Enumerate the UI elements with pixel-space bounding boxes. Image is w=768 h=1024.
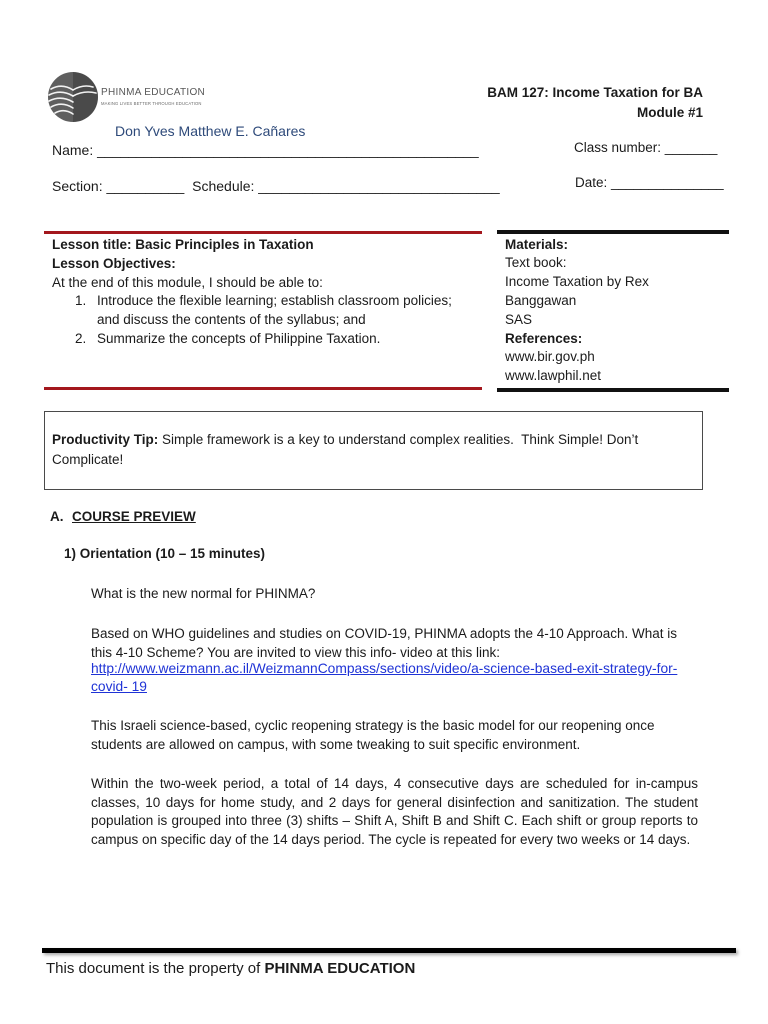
objective-number: 1. <box>75 293 87 309</box>
module-number: Module #1 <box>636 105 703 120</box>
objectives-heading: Lesson Objectives: <box>52 255 176 271</box>
orientation-heading: 1) Orientation (10 – 15 minutes) <box>64 546 266 561</box>
materials-heading: Materials: <box>505 236 569 252</box>
objective-item <box>52 292 482 330</box>
video-link[interactable]: http://www.weizmann.ac.il/WeizmannCompass/sections/video/a-science-based-exit-strategy-for-covid- 19 <box>91 661 678 694</box>
student-name: Don Yves Matthew E. Cañares <box>115 123 306 139</box>
reference-item: www.bir.gov.ph <box>505 349 595 365</box>
objective-text: Introduce the flexible learning; establish classroom policies; and discuss the contents of the syllabus; and <box>97 293 452 328</box>
orientation-question: What is the new normal for PHINMA? <box>91 586 316 601</box>
logo-shade <box>73 72 98 122</box>
section-letter: A. <box>50 509 64 524</box>
footer-rule <box>42 948 736 953</box>
reference-item: www.lawphil.net <box>505 368 602 384</box>
footer-prefix: This document is the property of <box>46 960 261 977</box>
objective-text: Summarize the concepts of Philippine Taxation. <box>97 330 381 346</box>
references-heading: References: <box>505 330 583 346</box>
productivity-tip-text: Simple framework is a key to understand complex realities. Think Simple! Don’t Complicate! <box>52 432 642 467</box>
objective-item <box>52 330 482 349</box>
lesson-info-box <box>44 231 482 390</box>
phinma-logo-icon <box>47 71 99 123</box>
lesson-title: Lesson title: Basic Principles in Taxation <box>52 237 314 252</box>
footer-owner: PHINMA EDUCATION <box>264 960 416 977</box>
section-schedule-field-line: Section: __________ Schedule: _______________________________ <box>52 178 500 194</box>
materials-box <box>497 230 729 392</box>
class-number-field-line: Class number: _______ <box>574 140 718 155</box>
logo-tagline: MAKING LIVES BETTER THROUGH EDUCATION <box>101 101 202 106</box>
section-title: COURSE PREVIEW <box>72 509 196 524</box>
name-field-line: Name: _________________________________________________ <box>52 142 479 158</box>
course-title: BAM 127: Income Taxation for BA <box>487 85 703 100</box>
productivity-tip-label: Productivity Tip: <box>52 432 159 447</box>
material-item: SAS <box>505 311 533 327</box>
video-link-container <box>91 660 698 696</box>
productivity-tip-box <box>44 411 703 490</box>
material-item: Text book: <box>505 255 567 271</box>
strategy-paragraph: This Israeli science-based, cyclic reopening strategy is the basic model for our reopening once students are allowed on campus, with some tweaking to suit specific environment. <box>91 718 655 752</box>
objectives-intro: At the end of this module, I should be able to: <box>52 274 323 290</box>
section-heading <box>50 508 196 526</box>
schedule-paragraph: Within the two-week period, a total of 14 days, 4 consecutive days are scheduled for in-campus classes, 10 days for home study, and 2 days for general disinfection and sanitization. The student population is grouped into three (3) shifts – Shift A, Shift B and Shift C. Each shift or group reports to campus on specific day of the 14 days period. The cycle is repeated for every two weeks or 14 days. <box>91 776 698 847</box>
material-item: Income Taxation by Rex Banggawan <box>505 274 649 308</box>
scheme-paragraph: Based on WHO guidelines and studies on COVID-19, PHINMA adopts the 4-10 Approach. What is this 4-10 Scheme? You are invited to view this info- video at this link: <box>91 626 678 660</box>
phinma-logo <box>47 71 217 125</box>
date-field-line: Date: _______________ <box>575 175 724 190</box>
objective-number: 2. <box>75 330 87 346</box>
footer-text <box>46 960 415 978</box>
logo-name: PHINMA EDUCATION <box>101 87 206 98</box>
